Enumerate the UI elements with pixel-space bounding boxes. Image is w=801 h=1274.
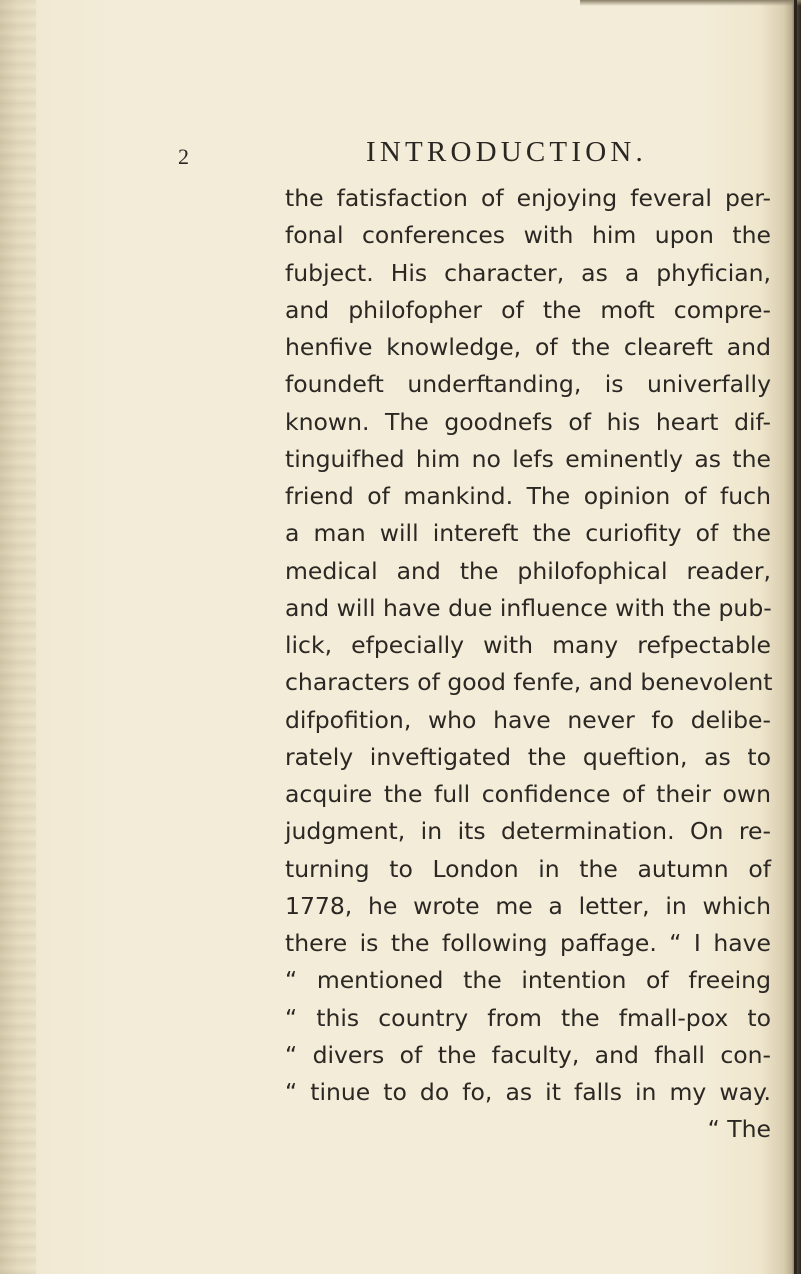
page-top-shadow: [580, 0, 801, 6]
text-line: a man will intereft the curiofity of the: [285, 519, 771, 548]
page-number: 2: [178, 144, 190, 169]
text-line: foundeft underftanding, is univerfally: [285, 370, 771, 399]
text-line: turning to London in the autumn of: [285, 854, 771, 883]
running-head: INTRODUCTION.: [366, 136, 647, 168]
text-line: henfive knowledge, of the cleareft and: [285, 333, 771, 361]
text-line: medical and the philofophical reader,: [285, 556, 771, 585]
text-line: the fatisfaction of enjoying feveral per-: [285, 184, 771, 212]
catchword: “ The: [707, 1115, 771, 1144]
body-text: [285, 180, 771, 1149]
text-line: and will have due influence with the pub-: [285, 593, 772, 622]
text-line: lick, efpecially with many refpectable: [285, 631, 771, 659]
text-line: characters of good fenfe, and benevolent: [285, 668, 773, 697]
text-line: 1778, he wrote me a letter, in which: [285, 891, 771, 920]
text-line: there is the following paffage. “ I have: [285, 929, 771, 957]
text-line: judgment, in its determination. On re-: [285, 817, 771, 846]
text-line: fubject. His character, as a phyfician,: [285, 258, 771, 287]
text-line: and philofopher of the moft compre-: [285, 295, 771, 324]
text-line: friend of mankind. The opinion of fuch: [285, 482, 771, 510]
text-line: “ divers of the faculty, and fhall con-: [285, 1040, 771, 1069]
text-line: fonal conferences with him upon the: [285, 221, 771, 250]
page-gutter: [0, 0, 36, 1274]
text-line: rately inveftigated the queftion, as to: [285, 742, 771, 771]
page-right-edge: [794, 0, 797, 1274]
text-line: “ tinue to do fo, as it falls in my way.: [285, 1078, 771, 1106]
text-line: “ mentioned the intention of freeing: [285, 966, 771, 995]
text-line: acquire the full confidence of their own: [285, 780, 771, 808]
text-line: difpofition, who have never fo delibe-: [285, 705, 771, 734]
text-line: “ this country from the fmall-pox to: [285, 1003, 771, 1032]
page-header: [0, 134, 801, 174]
text-line: known. The goodnefs of his heart dif-: [285, 407, 771, 436]
text-line: tinguifhed him no lefs eminently as the: [285, 444, 771, 473]
